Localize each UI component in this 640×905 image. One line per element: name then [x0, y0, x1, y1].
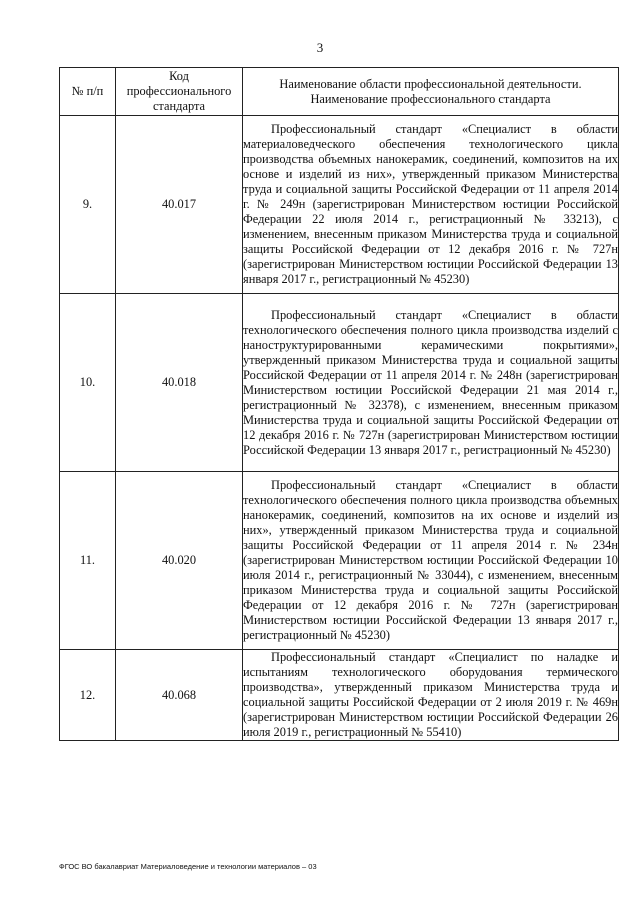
header-name-line2: Наименование профессионального стандарта: [310, 91, 551, 106]
professional-standards-table: [59, 67, 619, 741]
page-number: 3: [316, 40, 324, 55]
header-name-line1: Наименование области профессиональной деятельности.: [279, 76, 582, 91]
row-standard-text: Профессиональный стандарт «Специалист в области материаловедческого обеспечения технологического цикла производства объемных нанокерамик, соединений, композитов на их основе и изделий из них», утвержденный приказом Министерства труда и социальной защиты Российской Федерации от 11 апреля 2014 г. № 249н (зарегистрирован Министерством юстиции Российской Федерации 22 июля 2014 г., регистрационный № 33213), с изменением, внесенным приказом Министерства труда и социальной защиты Российской Федерации от 12 декабря 2016 г. № 727н (зарегистрирован Министерством юстиции Российской Федерации 13 января 2017 г., регистрационный № 45230): [243, 116, 619, 294]
row-number: 11.: [60, 472, 116, 650]
row-number: 12.: [60, 650, 116, 741]
header-number: № п/п: [60, 68, 116, 116]
table-row: [60, 650, 619, 741]
table-row: [60, 116, 619, 294]
row-standard-text: Профессиональный стандарт «Специалист по наладке и испытаниям технологического оборудования термического производства», утвержденный приказом Министерства труда и социальной защиты Российской Федерации от 2 июля 2019 г. № 469н (зарегистрирован Министерством юстиции Российской Федерации 26 июля 2019 г., регистрационный № 55410): [243, 650, 618, 739]
table-header-row: [60, 68, 619, 116]
document-footer: ФГОС ВО бакалавриат Материаловедение и технологии материалов – 03: [59, 862, 317, 871]
header-name: [243, 68, 619, 116]
table-row: [60, 294, 619, 472]
row-code: 40.020: [116, 472, 243, 650]
table-row: [60, 472, 619, 650]
row-code: 40.018: [116, 294, 243, 472]
row-number: 10.: [60, 294, 116, 472]
row-code: 40.017: [116, 116, 243, 294]
row-code: 40.068: [116, 650, 243, 741]
header-code: Код профессионального стандарта: [116, 68, 243, 116]
row-standard-text: Профессиональный стандарт «Специалист в области технологического обеспечения полного цикла производства изделий с наноструктурированными керамическими покрытиями», утвержденный приказом Министерства труда и социальной защиты Российской Федерации от 11 апреля 2014 г. № 248н (зарегистрирован Министерством юстиции Российской Федерации 21 мая 2014 г., регистрационный № 32378), с изменением, внесенным приказом Министерства труда и социальной защиты Российской Федерации от 12 декабря 2016 г. № 727н (зарегистрирован Министерством юстиции Российской Федерации 13 января 2017 г., регистрационный № 45230): [243, 294, 619, 472]
row-number: 9.: [60, 116, 116, 294]
row-standard-text: Профессиональный стандарт «Специалист в области технологического обеспечения полного цикла производства объемных нанокерамик, соединений, композитов на их основе и изделий из них», утвержденный приказом Министерства труда и социальной защиты Российской Федерации от 11 апреля 2014 г. № 234н (зарегистрирован Министерством юстиции Российской Федерации 10 июля 2014 г., регистрационный № 33044), с изменением, внесенным приказом Министерства труда и социальной защиты Российской Федерации от 12 декабря 2016 г. № 727н (зарегистрирован Министерством юстиции Российской Федерации 13 января 2017 г., регистрационный № 45230): [243, 472, 619, 650]
